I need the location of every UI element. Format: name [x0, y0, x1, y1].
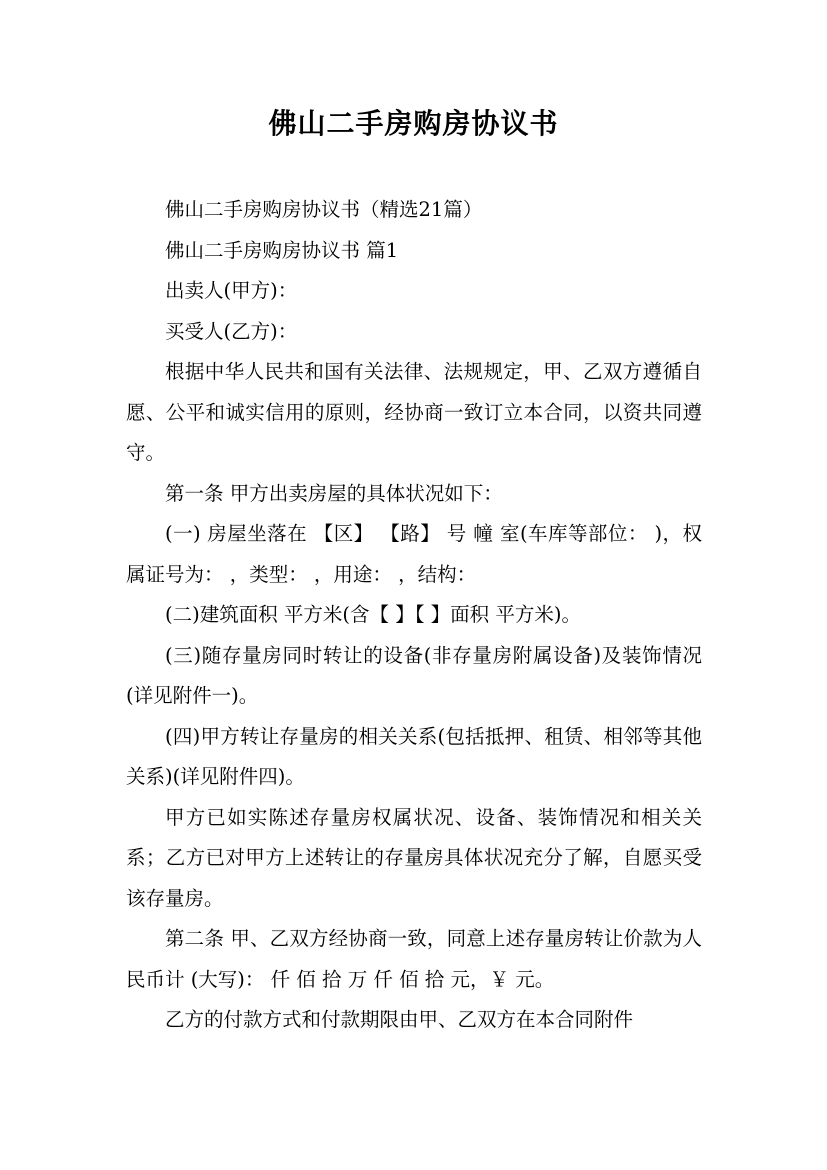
- paragraph: 第二条 甲、乙双方经协商一致，同意上述存量房转让价款为人民币计 (大写)： 仟 佰 拾 万 仟 佰 拾 元，￥ 元。: [126, 927, 702, 991]
- paragraph: 佛山二手房购房协议书 篇1: [165, 238, 399, 262]
- paragraph: 买受人(乙方)：: [165, 319, 298, 343]
- paragraph: 出卖人(甲方)：: [165, 279, 298, 302]
- paragraph: 根据中华人民共和国有关法律、法规规定，甲、乙双方遵循自愿、公平和诚实信用的原则，经协商一致订立本合同，以资共同遵守。: [126, 360, 702, 464]
- paragraph: (三)随存量房同时转让的设备(非存量房附属设备)及装饰情况(详见附件一)。: [126, 643, 702, 707]
- paragraph: 甲方已如实陈述存量房权属状况、设备、装饰情况和相关关系；乙方已对甲方上述转让的存量房具体状况充分了解，自愿买受该存量房。: [126, 805, 702, 910]
- paragraph: (四)甲方转让存量房的相关关系(包括抵押、租赁、相邻等其他关系)(详见附件四)。: [126, 724, 702, 788]
- paragraph: 乙方的付款方式和付款期限由甲、乙双方在本合同附件: [165, 1008, 634, 1031]
- paragraph: (二)建筑面积 平方米(含【 】【 】面积 平方米)。: [165, 603, 581, 626]
- paragraph: 佛山二手房购房协议书（精选21篇）: [165, 198, 483, 221]
- paragraph: 第一条 甲方出卖房屋的具体状况如下：: [165, 481, 503, 505]
- paragraph: (一) 房屋坐落在 【区】 【路】 号 幢 室(车库等部位： )，权属证号为： ，类型： ，用途： ，结构：: [126, 522, 702, 586]
- document-title: 佛山二手房购房协议书: [268, 107, 559, 140]
- document-body: [126, 190, 702, 1041]
